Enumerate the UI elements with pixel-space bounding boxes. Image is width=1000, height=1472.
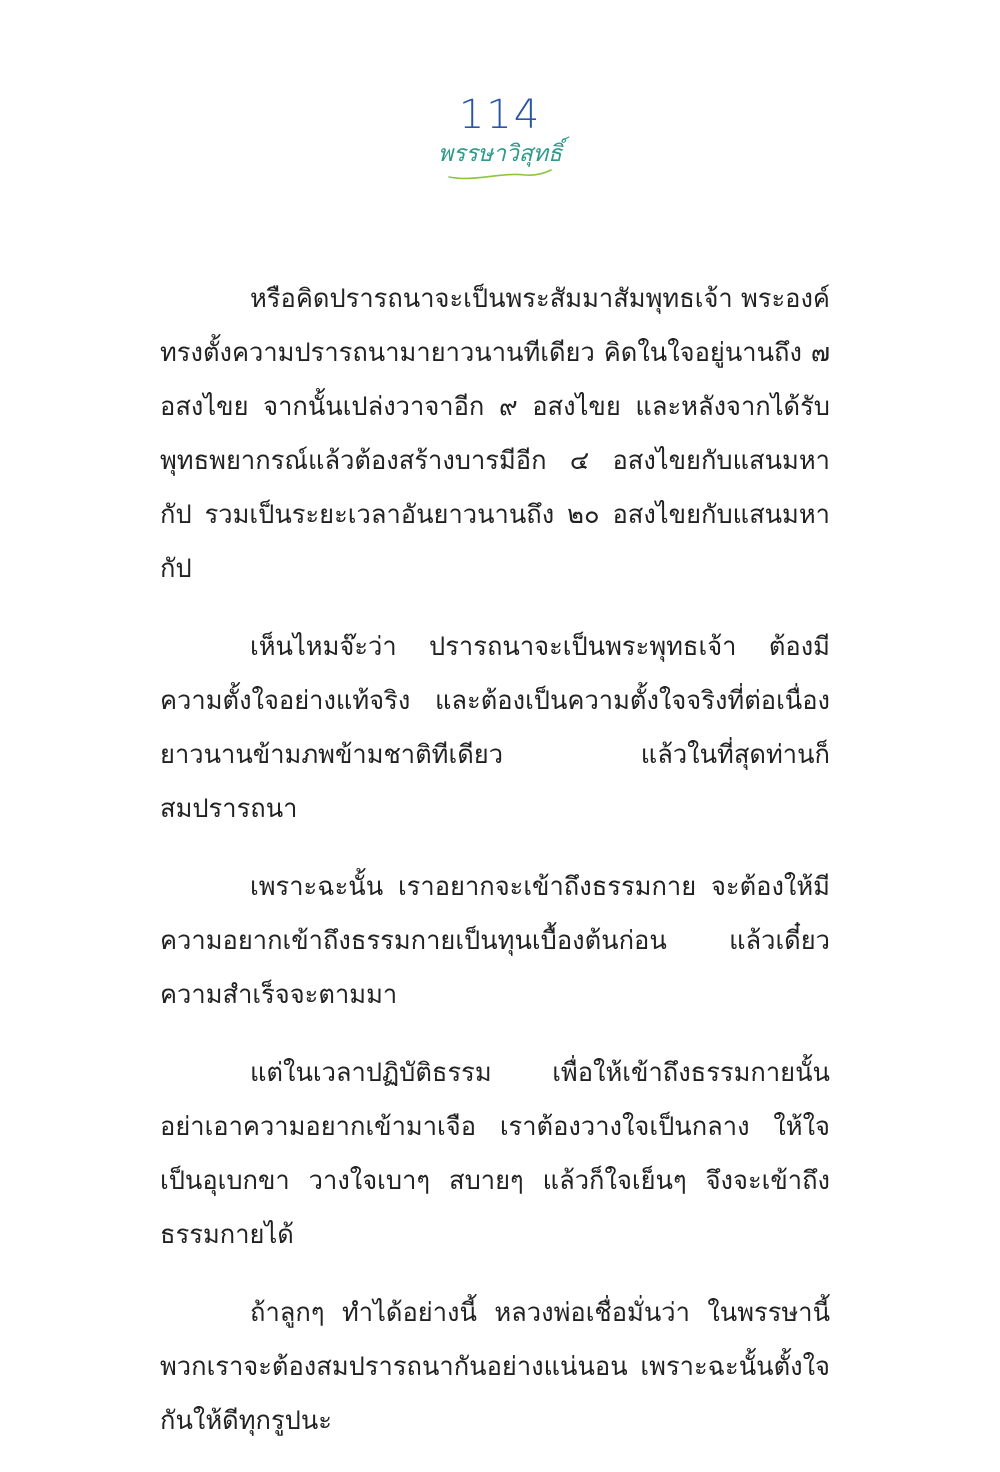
paragraph-1: หรือคิดปรารถนาจะเป็นพระสัมมาสัมพุทธเจ้า พระองค์ทรงตั้งความปรารถนามายาวนานทีเดียว คิดในใจอยู่นานถึง ๗ อสงไขย จากนั้นเปล่งวาจาอีก ๙ อสงไขย และหลังจากได้รับพุทธพยากรณ์แล้วต้องสร้างบารมีอีก ๔ อสงไขยกับแสนมหากัป รวมเป็นระยะเวลาอันยาวนานถึง ๒๐ อสงไขยกับแสนมหากัป [160, 284, 830, 584]
title-swash-ornament [445, 168, 555, 182]
paragraph-5: ถ้าลูกๆ ทำได้อย่างนี้ หลวงพ่อเชื่อมั่นว่า ในพรรษานี้พวกเราจะต้องสมปรารถนากันอย่างแน่นอน เพราะฉะนั้นตั้งใจกันให้ดีทุกรูปนะ [160, 1298, 830, 1436]
paragraph-4: แต่ในเวลาปฏิบัติธรรม เพื่อให้เข้าถึงธรรมกายนั้น อย่าเอาความอยากเข้ามาเจือ เราต้องวางใจเป็นกลาง ให้ใจเป็นอุเบกขา วางใจเบาๆ สบายๆ แล้วก็ใจเย็นๆ จึงจะเข้าถึงธรรมกายได้ [160, 1058, 830, 1250]
paragraph-2: เห็นไหมจ๊ะว่า ปรารถนาจะเป็นพระพุทธเจ้า ต้องมีความตั้งใจอย่างแท้จริง และต้องเป็นความตั้งใจจริงที่ต่อเนื่องยาวนานข้ามภพข้ามชาติทีเดียว แล้วในที่สุดท่านก็สมปรารถนา [160, 632, 830, 824]
paragraph-3: เพราะฉะนั้น เราอยากจะเข้าถึงธรรมกาย จะต้องให้มีความอยากเข้าถึงธรรมกายเป็นทุนเบื้องต้นก่อน แล้วเดี๋ยวความสำเร็จจะตามมา [160, 872, 830, 1010]
body-text [160, 272, 830, 1472]
page-header [0, 92, 1000, 182]
page-number: 114 [458, 92, 542, 138]
book-title: พรรษาวิสุทธิ์ [437, 141, 563, 167]
